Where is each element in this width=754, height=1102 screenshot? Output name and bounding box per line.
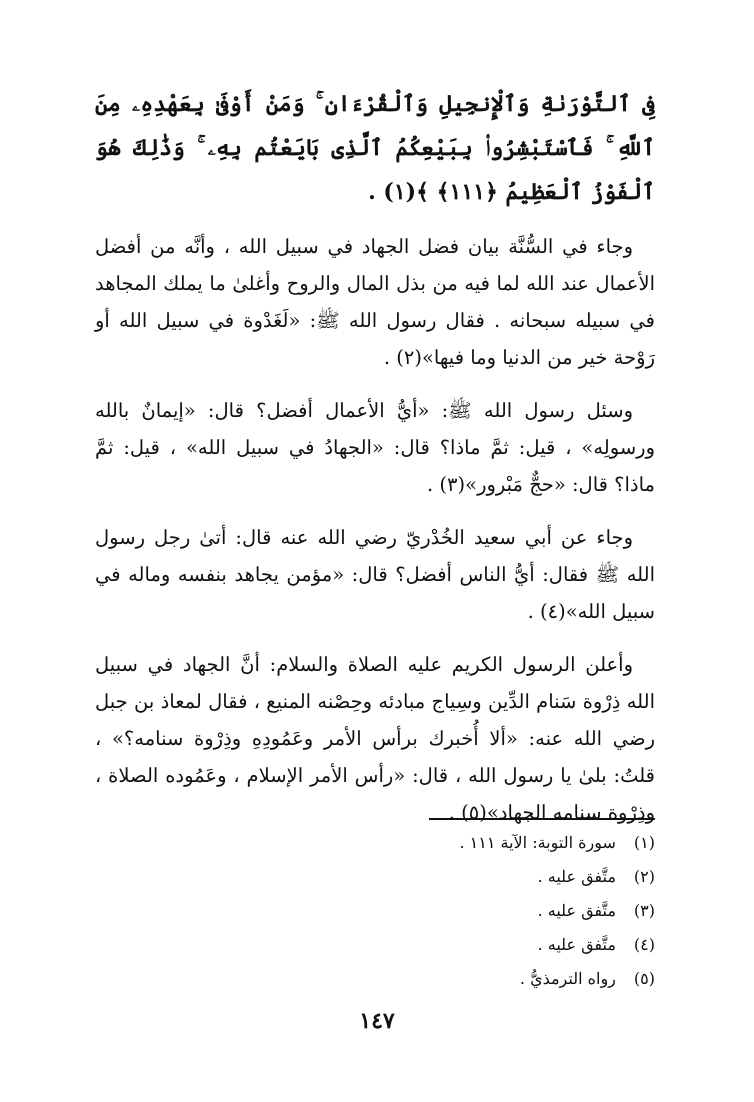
footnote-item (95, 826, 655, 860)
footnote-item (95, 928, 655, 962)
footnote-divider (429, 818, 655, 820)
footnote-text: متَّفق عليه . (537, 935, 616, 954)
footnote-text: متَّفق عليه . (537, 901, 616, 920)
footnote-text: متَّفق عليه . (537, 867, 616, 886)
footnote-number: (٢) (633, 867, 655, 886)
paragraph-2: وسئل رسول الله ﷺ: «أيُّ الأعمال أفضل؟ قال: «إيمانٌ بالله ورسولِه» ، قيل: ثمَّ ماذا؟ قال: «الجهادُ في سبيل الله» ، قيل: ثمَّ ماذا؟ قال: «حجٌّ مَبْرور»(٣) . (95, 399, 655, 496)
quran-verse: فِى ٱلتَّوْرَىٰةِ وَٱلْإِنجِيلِ وَٱلْقُرْءَانِ ۚ وَمَنْ أَوْفَىٰ بِعَهْدِهِۦ مِنَ ٱللَّهِ ۚ فَٱسْتَبْشِرُوا۟ بِبَيْعِكُمُ ٱلَّذِى بَايَعْتُم بِهِۦ ۚ وَذَٰلِكَ هُوَ ٱلْفَوْزُ ٱلْعَظِيمُ ﴿١١١﴾ ﴾(١) . (95, 91, 655, 205)
footnote-item (95, 894, 655, 928)
paragraph-3: وجاء عن أبي سعيد الخُدْريّ رضي الله عنه قال: أتىٰ رجل رسول الله ﷺ فقال: أيُّ الناس أفضل؟ قال: «مؤمن يجاهد بنفسه وماله في سبيل الله»(٤) . (95, 526, 655, 623)
paragraph-4: وأعلن الرسول الكريم عليه الصلاة والسلام: أنَّ الجهاد في سبيل الله ذِرْوة سَنام الدِّين وسِياج مبادئه وحِصْنه المنيع ، فقال لمعاذ بن جبل رضي الله عنه: «ألا أُخبرك برأس الأمر وعَمُودِهِ وذِرْوة سنامه؟» ، قلتُ: بلىٰ يا رسول الله ، قال: «رأس الأمر الإسلام ، وعَمُوده الصلاة ، وذِرْوة سنامه الجهاد»(٥) . (95, 653, 655, 824)
footnote-number: (٣) (633, 901, 655, 920)
footnote-number: (٥) (633, 969, 655, 988)
footnote-number: (١) (633, 833, 655, 852)
page-number: ١٤٧ (359, 1008, 395, 1034)
footnotes-list (95, 826, 655, 996)
footnote-text: سورة التوبة: الآية ١١١ . (459, 833, 616, 852)
page-body (95, 82, 655, 847)
paragraph-1: وجاء في السُّنَّة بيان فضل الجهاد في سبيل الله ، وأنَّه من أفضل الأعمال عند الله لما فيه من بذل المال والروح وأغلىٰ ما يملك المجاهد في سبيله سبحانه . فقال رسول الله ﷺ: «لَغَدْوة في سبيل الله أو رَوْحة خير من الدنيا وما فيها»(٢) . (95, 235, 655, 369)
footnote-text: رواه الترمذيُّ . (519, 969, 616, 988)
footnote-item (95, 860, 655, 894)
footnote-item (95, 962, 655, 996)
footnote-number: (٤) (633, 935, 655, 954)
